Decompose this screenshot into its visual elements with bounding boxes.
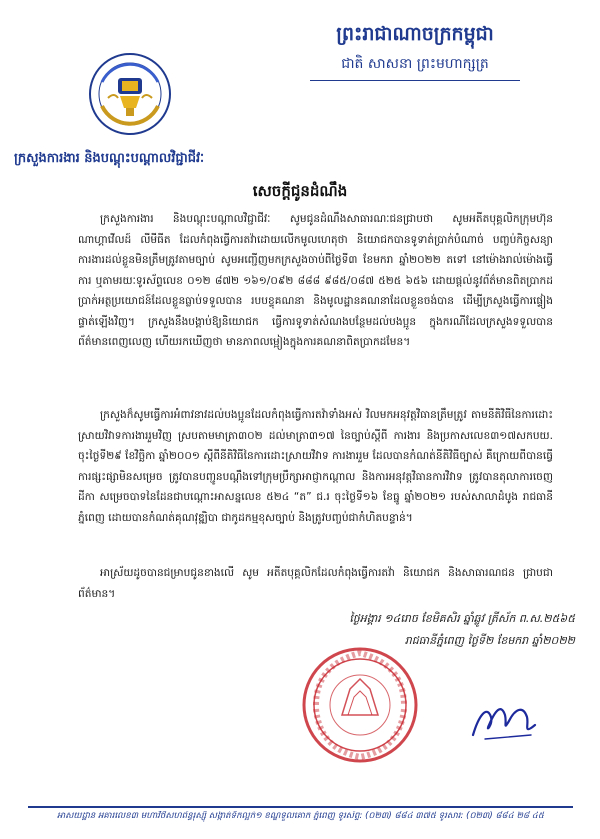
signature-icon (465, 695, 545, 745)
body-paragraph: ក្រសួងការងារ និងបណ្តុះបណ្តាលវិជ្ជាជីវៈ សូមជូនដំណឹងសាធារណៈជនជ្រាបថា សូមអតីតបុគ្គលិកក្រុមហ៊ុន ណាហ្គាវើលដ៍ លីមីធីត ដែលកំពុងធ្វើការតវ៉ាដោយលើកមូលហេតុថា និយោជកបានទូទាត់ប្រាក់បំណាច់ បញ្ចប់កិច្ចសន្យាការងារដល់ខ្លួនមិនត្រឹមត្រូវតាមច្បាប់ សូមអញ្ជើញមកក្រសួងចាប់ពីថ្ងៃទី៣ ខែមករា ឆ្នាំ២០២២ តទៅ នៅម៉ោងរាល់ម៉ោងធ្វើការ ឬតាមរយៈទូរស័ព្ទលេខ ០១២ ៨៧២ ១៦១/០៩២ ៨៨៨ ៩៨៥/០៨៧ ៥២៥ ៦៥៦ ដោយផ្តល់នូវព័ត៌មានពិតប្រាកដ ប្រាក់អត្ថប្រយោជន៍ដែលខ្លួនធ្លាប់ទទួលបាន របបខ្ទុគណនា និងមូលដ្ឋានគណនាដែលខ្លួនចង់បាន ដើម្បីក្រសួងធ្វើការផ្ទៀងផ្ទាត់ឡើងវិញ។ ក្រសួងនឹងបង្គាប់ឱ្យនិយោជក ធ្វើការទូទាត់សំណងបន្ថែមដល់បងប្អូន ក្នុងករណីដែលក្រសួងទទួលបានព័ត៌មានពេញលេញ ហើយរកឃើញថា មានភាពលម្អៀងក្នុងការគណនាពិតប្រាកដមែន។ (78, 213, 553, 348)
lunar-date: ថ្ងៃអង្គារ ១៤រោច ខែមិគសិរ ឆ្នាំឆ្លូវ ត្រីស័ក ព.ស.២៥៦៥ (349, 612, 575, 625)
footer-divider (28, 806, 573, 808)
ministry-emblem-icon (88, 52, 172, 136)
footer-address: អាសយដ្ឋាន អគារលេខ៣ មហាវិថីសហព័ន្ធរុស្ស៊ី សង្កាត់ទឹកល្អក់១ ខណ្ឌទួលគោក ភ្នំពេញ ទូរស័ព្ទ: (០២៣) ៨៨៤ ៣៧៥ ទូរសារ: (០២៣) ៨៨៤ ២៨ ៤៥ (57, 811, 544, 821)
official-seal-icon (300, 645, 420, 765)
issuing-ministry: ក្រសួងការងារ និងបណ្តុះបណ្តាលវិជ្ជាជីវៈ (14, 151, 205, 166)
motto-ornament-divider (310, 80, 520, 81)
document-title: សេចក្តីជូនដំណឹង (252, 182, 348, 200)
place-and-date: រាជធានីភ្នំពេញ ថ្ងៃទី២ ខែមករា ឆ្នាំ២០២២ (404, 634, 575, 647)
body-paragraph: អាស្រ័យដូចបានជម្រាបជូនខាងលើ សូម អតីតបុគ្គលិកដែលកំពុងធ្វើការតវ៉ា និយោជក និងសាធារណជន ជ្រាបជាព័ត៌មាន។ (78, 567, 553, 600)
kingdom-heading: ព្រះរាជាណាចក្រកម្ពុជា (336, 23, 494, 45)
body-paragraph: ក្រសួងក៏សូមធ្វើការអំពាវនាវដល់បងប្អូនដែលកំពុងធ្វើការតវ៉ាទាំងអស់ វិលមកអនុវត្តវិធានត្រឹមត្រូវ តាមនីតិវិធីនៃការដោះស្រាយវិវាទការងាររួមវិញ ស្របតាមមាត្រា៣០២ ដល់មាត្រា៣១៧ នៃច្បាប់ស្តីពី ការងារ និងប្រកាសលេខ៣១៧សកបយ. ចុះថ្ងៃទី២៩ ខែវិច្ឆិកា ឆ្នាំ២០០១ ស្តីពីនីតិវិធីនៃការដោះស្រាយវិវាទ ការងាររួម ដែលបានកំណត់នីតិវិធីច្បាស់ គឺក្រោយពីបានធ្វើការផ្សះផ្សាមិនសម្រេច ត្រូវបានបញ្ជូនបណ្តឹងទៅក្រុមប្រឹក្សាអាជ្ញាកណ្តាល និងការអនុវត្តវិធានការវិវាទ ត្រូវបានតុលាការចេញដីកា សម្រេចបាទនៃដែនជាបណ្តោះអាសន្នលេខ ៥២៤ “ត” ជ.រ ចុះថ្ងៃទី១៦ ខែធ្នូ ឆ្នាំ២០២១ របស់សាលាដំបូង រាជធានីភ្នំពេញ ដោយបានកំណត់គុណវុឌ្ឍិបា ជាកូដកម្មខុសច្បាប់ និងត្រូវបញ្ចប់ជាកំហិតបន្ទាន់។ (78, 409, 553, 524)
national-motto: ជាតិ សាសនា ព្រះមហាក្សត្រ (341, 56, 489, 72)
